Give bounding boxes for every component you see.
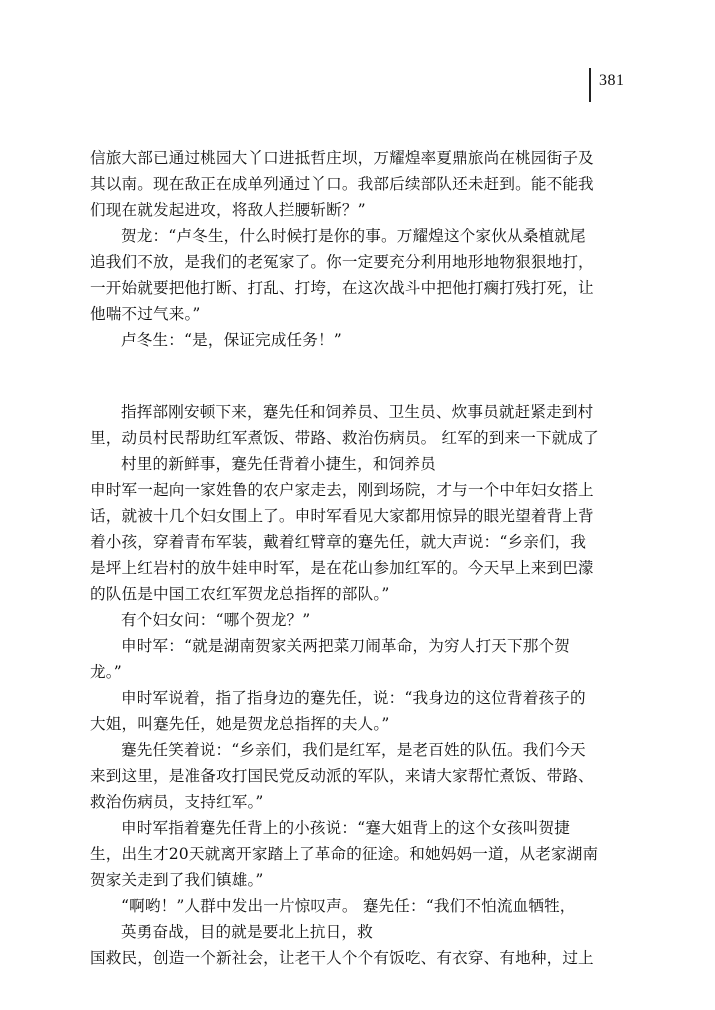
text-line: 救治伤病员，支持红军。” [90,793,264,811]
text-line: 国救民，创造一个新社会，让老干人个个有饭吃、有衣穿、有地种，过上 [90,949,594,967]
text-line: 大姐，叫蹇先任，她是贺龙总指挥的夫人。” [90,715,390,733]
text-line: 其以南。现在敌正在成单列通过丫口。我部后续部队还未赶到。能不能我 [90,175,594,193]
text-line: 们现在就发起进攻，将敌人拦腰斩断？” [90,201,366,219]
text-line: 追我们不放，是我们的老冤家了。你一定要充分利用地形地物狠狠地打， [90,253,594,271]
text-line: 申时军指着蹇先任背上的小孩说：“蹇大姐背上的这个女孩叫贺捷 [121,819,570,837]
text-line: 申时军：“就是湖南贺家关两把菜刀闹革命，为穷人打天下那个贺 [121,637,570,655]
text-line: 里，动员村民帮助红军煮饭、带路、救治伤病员。 红军的到来一下就成了 [90,429,599,447]
page-number: 381 [599,72,625,89]
text-line: 龙。” [90,663,122,681]
text-line: 生，出生才20天就离开家踏上了革命的征途。和她妈妈一道，从老家湖南 [90,845,599,863]
text-line: 的队伍是中国工农红军贺龙总指挥的部队。” [90,585,390,603]
text-line: 话，就被十几个妇女围上了。申时军看见大家都用惊异的眼光望着背上背 [90,507,594,525]
text-line: 有个妇女问：“哪个贺龙？” [121,611,311,629]
text-line: 申时军说着，指了指身边的蹇先任，说：“我身边的这位背着孩子的 [121,689,586,707]
text-line: 一开始就要把他打断、打乱、打垮，在这次战斗中把他打瘸打残打死，让 [90,279,594,297]
text-line: 申时军一起向一家姓鲁的农户家走去，刚到场院，才与一个中年妇女搭上 [90,481,594,499]
text-line: 他喘不过气来。” [90,305,201,323]
text-line: 指挥部刚安顿下来，蹇先任和饲养员、卫生员、炊事员就赶紧走到村 [121,403,594,421]
text-line: 着小孩，穿着青布军装，戴着红臂章的蹇先任，就大声说：“乡亲们，我 [90,533,587,551]
text-line: 信旅大部已通过桃园大丫口进抵哲庄坝，万耀煌率夏鼎旅尚在桃园街子及 [90,149,594,167]
text-line: 是坪上红岩村的放牛娃申时军，是在花山参加红军的。今天早上来到巴濛 [90,559,594,577]
text-line: 卢冬生：“是，保证完成任务！” [121,331,342,349]
text-line: 村里的新鲜事，蹇先任背着小捷生，和饲养员 [121,455,436,473]
text-line: 贺龙：“卢冬生，什么时候打是你的事。万耀煌这个家伙从桑植就尾 [121,227,586,245]
text-line: 来到这里，是准备攻打国民党反动派的军队，来请大家帮忙煮饭、带路、 [90,767,594,785]
text-line: 贺家关走到了我们镇雄。” [90,871,264,889]
text-line: 英勇奋战，目的就是要北上抗日，救 [121,923,373,941]
text-line: “啊哟！”人群中发出一片惊叹声。 蹇先任：“我们不怕流血牺牲， [121,897,576,915]
text-line: 蹇先任笑着说：“乡亲们，我们是红军，是老百姓的队伍。我们今天 [121,741,586,759]
